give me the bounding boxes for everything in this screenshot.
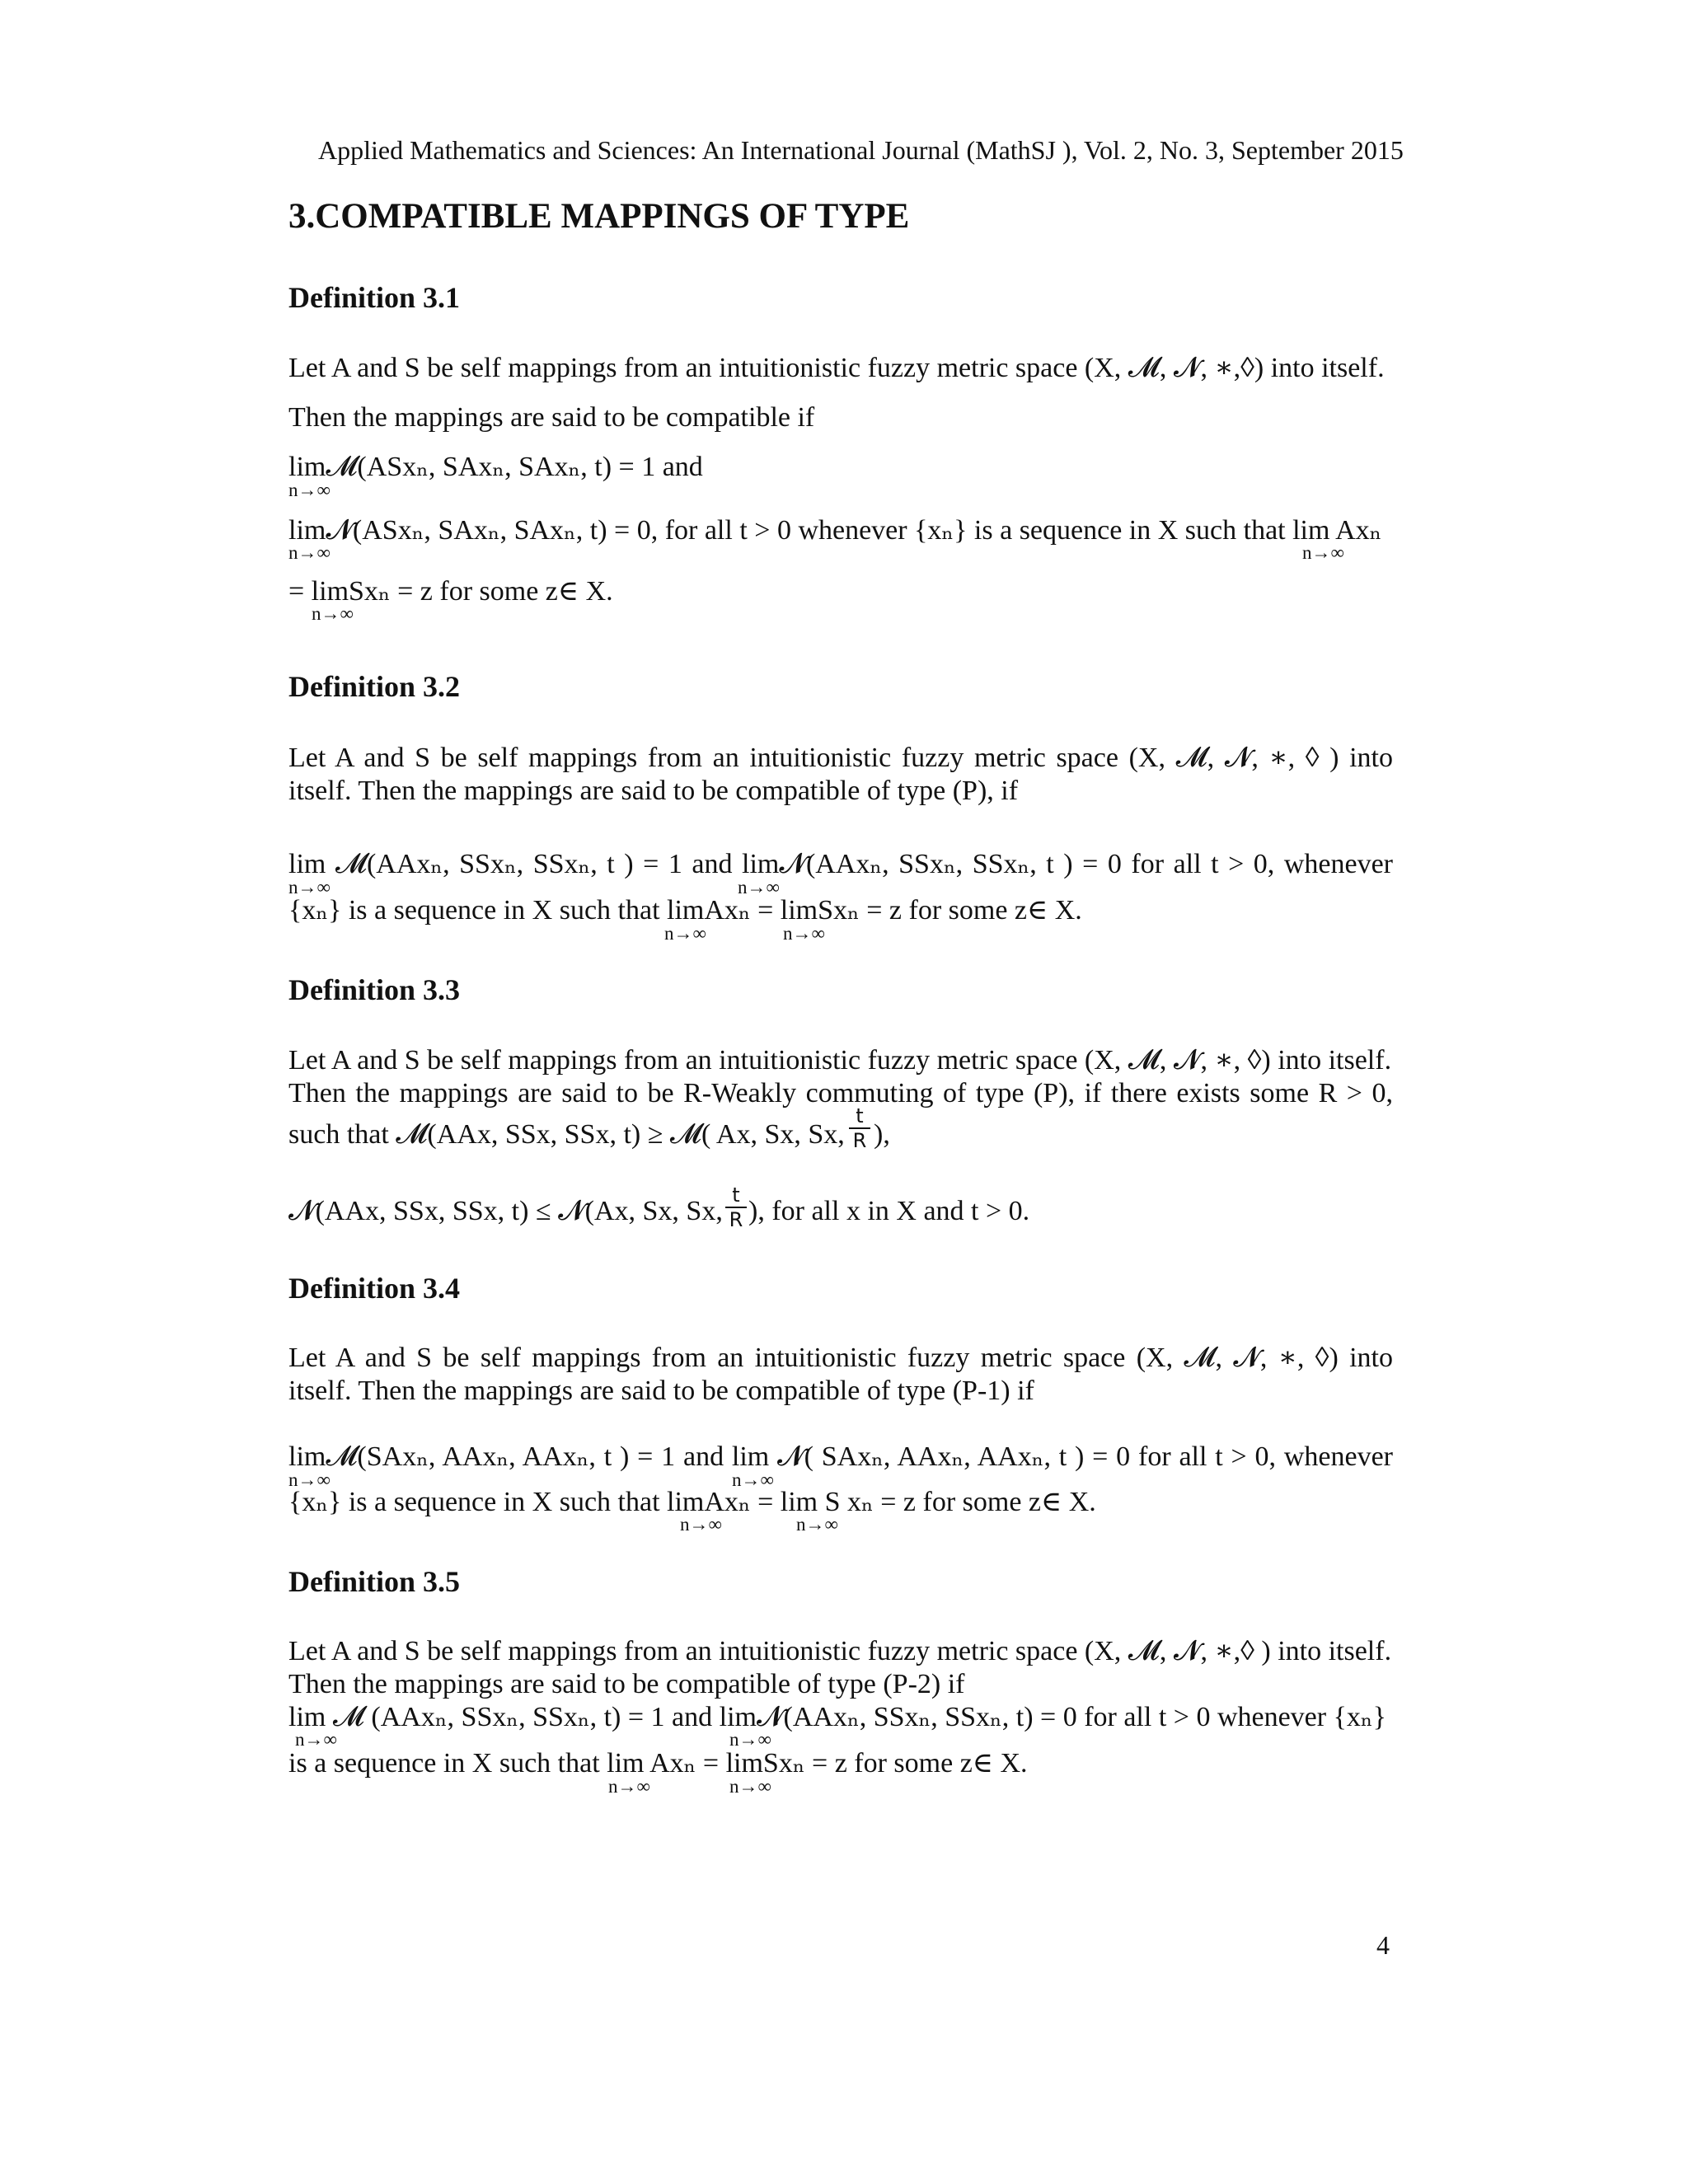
limit-subscript: n→∞	[732, 1469, 774, 1490]
formula-line: is a sequence in X such that lim Axₙ = limSxₙ = z for some z∈ X.	[288, 1748, 1028, 1779]
definition-text-line: Let A and S be self mappings from an intuitionistic fuzzy metric space (X, 𝓜, 𝓝, ∗, ◊ ) into	[288, 743, 1393, 773]
formula-line: {xₙ} is a sequence in X such that limAxₙ = limSxₙ = z for some z∈ X.	[288, 895, 1082, 926]
formula-line: such that 𝓜(AAx, SSx, SSx, t) ≥ 𝓜( Ax, Sx, Sx,	[288, 1119, 845, 1150]
limit-subscript: n→∞	[729, 1776, 771, 1797]
definition-heading: Definition 3.5	[288, 1565, 461, 1598]
limit-subscript: n→∞	[288, 542, 331, 563]
limit-subscript: n→∞	[1302, 542, 1344, 563]
formula-line: lim𝓝(ASxₙ, SAxₙ, SAxₙ, t) = 0, for all t > 0 whenever {xₙ} is a sequence in X such that lim Axₙ	[288, 515, 1382, 546]
limit-subscript: n→∞	[288, 480, 331, 500]
definition-text-line: Let A and S be self mappings from an intuitionistic fuzzy metric space (X, 𝓜, 𝓝, ∗,◊) into itself.	[288, 353, 1385, 383]
fraction	[849, 1104, 870, 1152]
limit-subscript: n→∞	[608, 1776, 650, 1797]
definition-text-line: Let A and S be self mappings from an intuitionistic fuzzy metric space (X, 𝓜, 𝓝, ∗,◊ ) into itself.	[288, 1636, 1392, 1666]
fraction-denominator: R	[849, 1127, 870, 1152]
definition-text-line: Then the mappings are said to be compatible if	[288, 402, 815, 433]
fraction-denominator: R	[725, 1207, 747, 1231]
limit-subscript: n→∞	[796, 1514, 838, 1535]
formula-line: lim 𝓜 (AAxₙ, SSxₙ, SSxₙ, t) = 1 and lim𝓝(AAxₙ, SSxₙ, SSxₙ, t) = 0 for all t > 0 whenever {xₙ}	[288, 1702, 1386, 1732]
fraction	[725, 1183, 747, 1231]
limit-subscript: n→∞	[288, 877, 331, 898]
limit-subscript: n→∞	[738, 877, 780, 898]
limit-subscript: n→∞	[783, 923, 825, 944]
definition-heading: Definition 3.1	[288, 281, 461, 314]
limit-subscript: n→∞	[729, 1729, 771, 1750]
limit-subscript: n→∞	[312, 603, 354, 624]
definition-text-line: Let A and S be self mappings from an intuitionistic fuzzy metric space (X, 𝓜, 𝓝, ∗, ◊) into itself.	[288, 1045, 1392, 1076]
definition-heading: Definition 3.2	[288, 670, 461, 703]
formula-text: ),	[874, 1119, 890, 1150]
definition-heading: Definition 3.4	[288, 1272, 461, 1305]
page-number: 4	[1376, 1930, 1390, 1960]
definition-heading: Definition 3.3	[288, 973, 461, 1006]
section-title: 3.COMPATIBLE MAPPINGS OF TYPE	[288, 197, 910, 236]
fraction-numerator: t	[732, 1183, 740, 1207]
definition-text-line: Then the mappings are said to be R-Weakly commuting of type (P), if there exists some R > 0,	[288, 1078, 1393, 1108]
formula-line: {xₙ} is a sequence in X such that limAxₙ = lim S xₙ = z for some z∈ X.	[288, 1487, 1096, 1517]
limit-subscript: n→∞	[295, 1729, 337, 1750]
definition-text-line: itself. Then the mappings are said to be compatible of type (P-1) if	[288, 1376, 1034, 1406]
definition-text-line: itself. Then the mappings are said to be compatible of type (P), if	[288, 776, 1019, 806]
definition-text-line: Then the mappings are said to be compatible of type (P-2) if	[288, 1669, 965, 1699]
limit-subscript: n→∞	[664, 923, 706, 944]
fraction-numerator: t	[856, 1104, 864, 1127]
formula-line: 𝓝(AAx, SSx, SSx, t) ≤ 𝓝(Ax, Sx, Sx,	[288, 1196, 723, 1226]
formula-line: lim𝓜(ASxₙ, SAxₙ, SAxₙ, t) = 1 and	[288, 452, 703, 482]
limit-subscript: n→∞	[288, 1469, 331, 1490]
limit-subscript: n→∞	[680, 1514, 722, 1535]
formula-line: = limSxₙ = z for some z∈ X.	[288, 576, 613, 607]
formula-text: ), for all x in X and t > 0.	[748, 1196, 1030, 1226]
definition-text-line: Let A and S be self mappings from an intuitionistic fuzzy metric space (X, 𝓜, 𝓝, ∗, ◊) into	[288, 1343, 1393, 1373]
formula-line: lim𝓜(SAxₙ, AAxₙ, AAxₙ, t ) = 1 and lim 𝓝( SAxₙ, AAxₙ, AAxₙ, t ) = 0 for all t > 0, whenever	[288, 1441, 1393, 1472]
journal-header: Applied Mathematics and Sciences: An International Journal (MathSJ ), Vol. 2, No. 3, September 2015	[318, 135, 1404, 165]
formula-line: lim 𝓜(AAxₙ, SSxₙ, SSxₙ, t ) = 1 and lim𝓝(AAxₙ, SSxₙ, SSxₙ, t ) = 0 for all t > 0, whenever	[288, 849, 1393, 879]
